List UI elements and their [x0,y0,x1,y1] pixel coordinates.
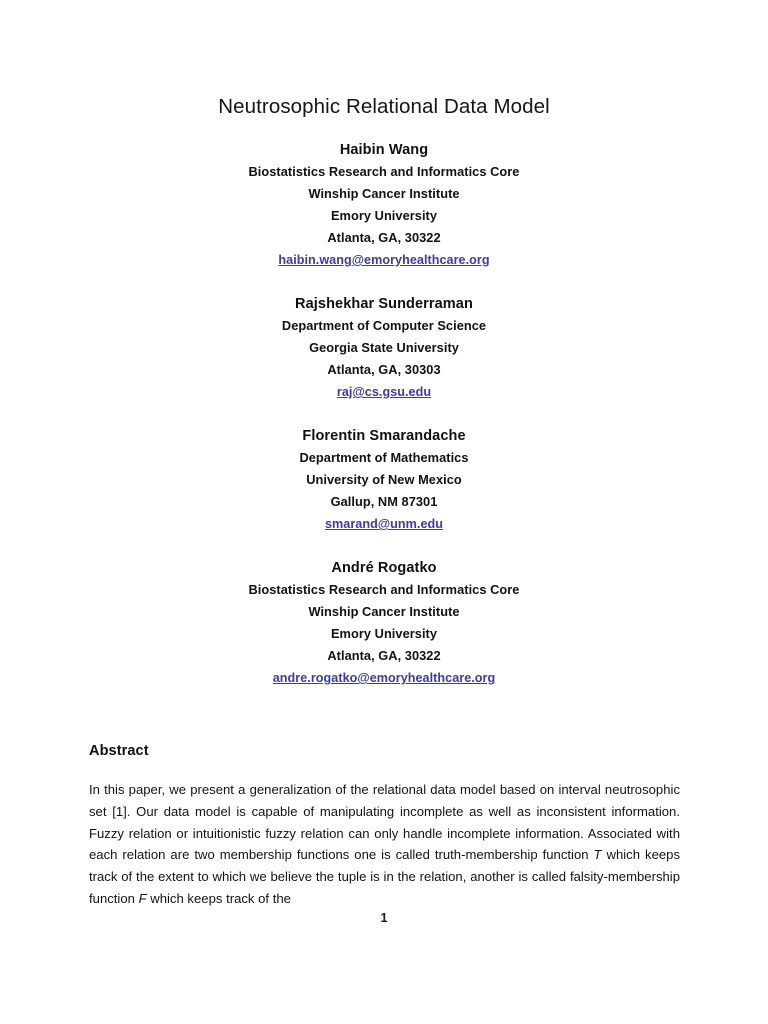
author-email-row [0,381,768,403]
abstract-text-part: In this paper, we present a generalization of the relational data model based on interval neutrosophic set [1]. Our data model is capable of manipulating incomplete as well as inconsistent information. Fuzzy relation or intuitionistic fuzzy relation can only handle incomplete information. Associated with each relation are two membership functions one is called truth-membership function [89,782,680,863]
author-affiliation-line: University of New Mexico [306,472,462,487]
author-name: André Rogatko [331,560,437,576]
author-block [0,557,768,689]
author-email-row [0,249,768,271]
abstract-text-part: which keeps track of the [146,890,291,906]
abstract-text-part: which keeps track of the extent to which we believe the tuple is in the relation, another is called falsity-membership function [89,847,680,906]
author-affiliation-line: Winship Cancer Institute [308,186,460,201]
author-affiliation-line: Emory University [330,208,438,223]
author-address-line: Atlanta, GA, 30303 [327,362,441,377]
author-block [0,425,768,535]
author-affiliation-line: Emory University [330,626,438,641]
author-email-link[interactable]: haibin.wang@emoryhealthcare.org [278,253,490,267]
abstract-symbol-f: F [138,890,147,906]
author-block [0,139,768,271]
author-name: Haibin Wang [339,142,429,158]
author-email-row [0,513,768,535]
author-affiliation-line: Georgia State University [309,340,459,355]
author-name: Rajshekhar Sunderraman [295,296,473,312]
author-affiliation-line: Department of Mathematics [299,450,469,465]
author-address-line: Atlanta, GA, 30322 [327,230,441,245]
author-email-row [0,667,768,689]
abstract-symbol-t: T [593,847,602,863]
author-email-link[interactable]: andre.rogatko@emoryhealthcare.org [272,671,496,685]
author-affiliation-line: Department of Computer Science [281,318,487,333]
author-affiliation-line: Biostatistics Research and Informatics Core [248,164,520,179]
author-block [0,293,768,403]
author-address-line: Atlanta, GA, 30322 [327,648,441,663]
author-affiliation-line: Winship Cancer Institute [308,604,460,619]
page-number: 1 [380,911,388,925]
author-address-line: Gallup, NM 87301 [330,494,438,509]
author-email-link[interactable]: raj@cs.gsu.edu [336,385,432,399]
author-list [0,139,768,711]
author-name: Florentin Smarandache [302,428,466,444]
page-title: Neutrosophic Relational Data Model [218,95,550,118]
abstract-body [89,779,680,910]
abstract-heading: Abstract [89,743,149,759]
author-affiliation-line: Biostatistics Research and Informatics Core [248,582,520,597]
author-email-link[interactable]: smarand@unm.edu [325,517,443,531]
